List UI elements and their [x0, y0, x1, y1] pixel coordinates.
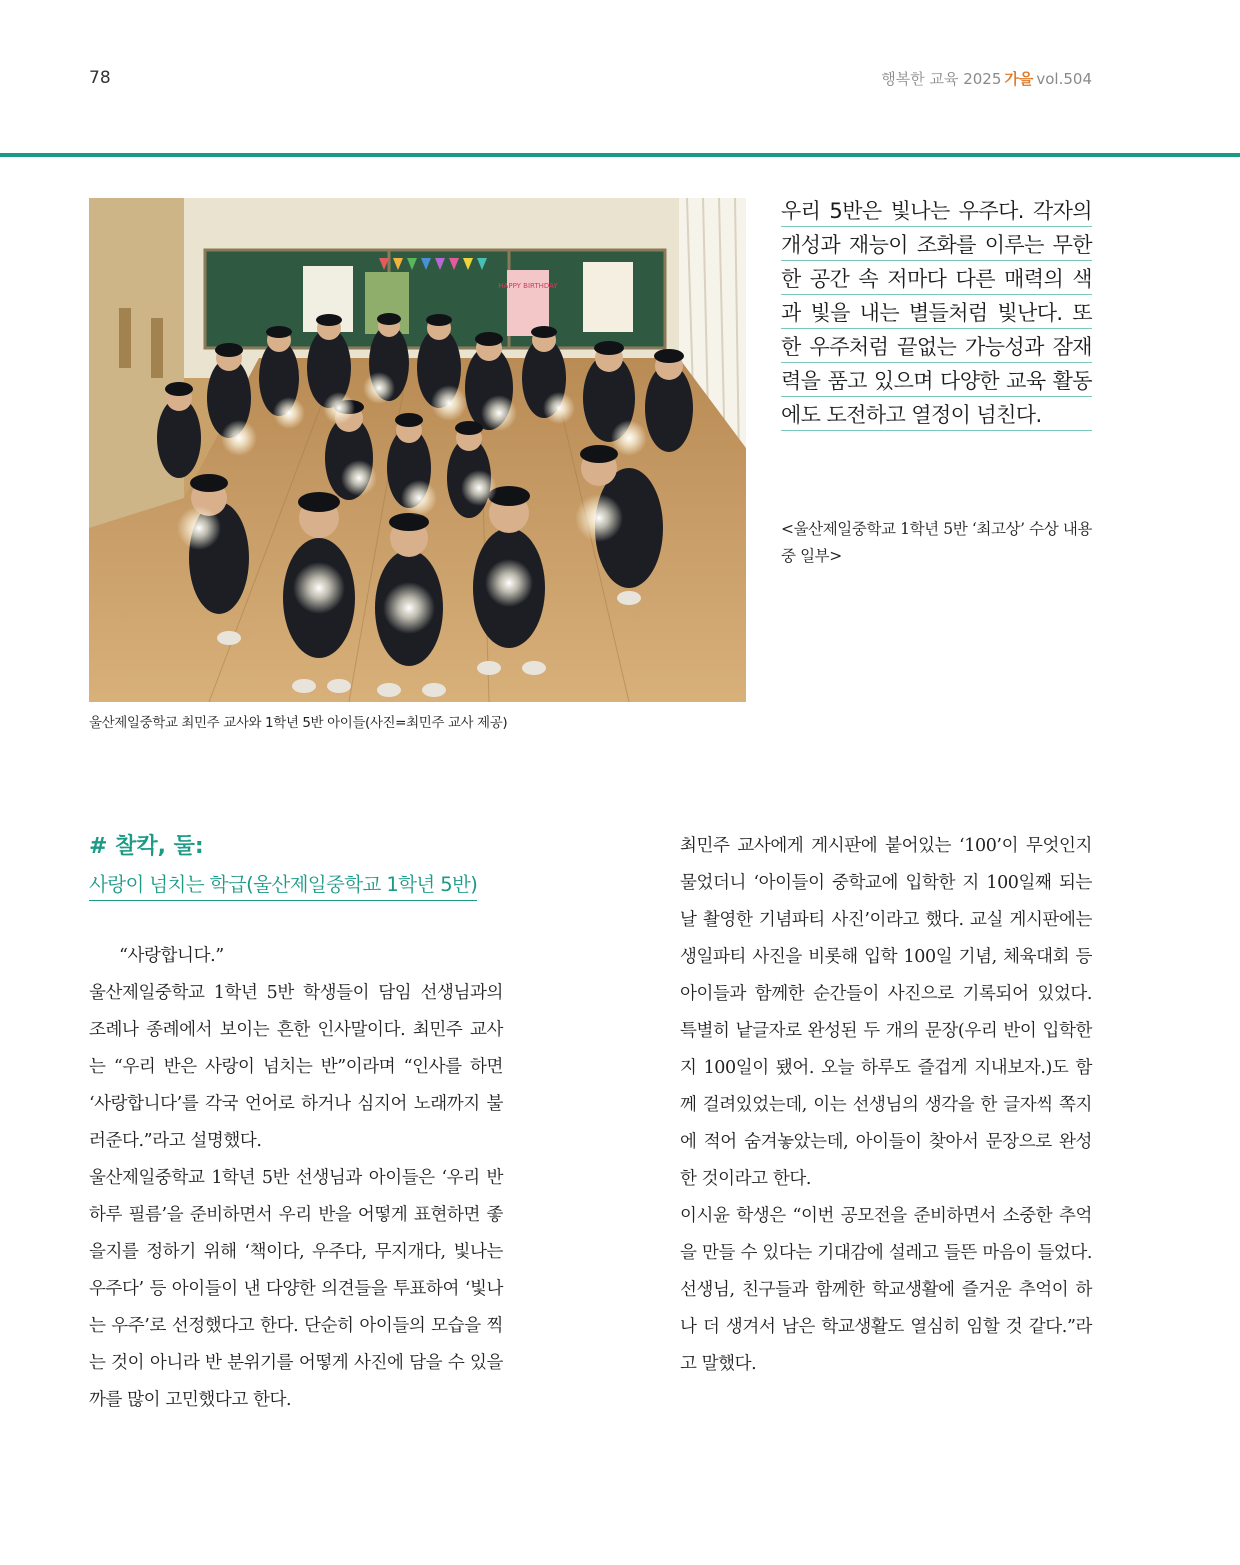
magazine-name: 행복한 교육 2025	[881, 70, 1002, 88]
body-paragraph: 최민주 교사에게 게시판에 붙어있는 ‘100’이 무엇인지 물었더니 ‘아이들이 중학교에 입학한 지 100일째 되는 날 촬영한 기념파티 사진’이라고 했다. 교실 게시판에는 생일파티 사진을 비롯해 입학 100일 기념, 체육대회 등 아이들과 함께한 순간들이 사진으로 기록되어 있었다. 특별히 낱글자로 완성된 두 개의 문장(우리 반이 입학한 지 100일이 됐어. 오늘 하루도 즐겁게 지내보자.)도 함께 걸려있었는데, 이는 선생님의 생각을 한 글자씩 쪽지에 적어 숨겨놓았는데, 아이들이 찾아서 문장으로 완성한 것이라고 한다.	[680, 836, 1092, 1189]
body-paragraph: 울산제일중학교 1학년 5반 학생들이 담임 선생님과의 조례나 종례에서 보이는 흔한 인사말이다. 최민주 교사는 “우리 반은 사랑이 넘치는 반”이라며 “인사를 하면 ‘사랑합니다’를 각국 언어로 하거나 심지어 노래까지 불러준다.”라고 설명했다.	[89, 983, 503, 1151]
birthday-poster-text: HAPPY BIRTHDAY	[498, 282, 558, 290]
class-photo	[89, 198, 746, 702]
body-left-column	[89, 938, 503, 1419]
body-paragraph: 이시윤 학생은 “이번 공모전을 준비하면서 소중한 추억을 만들 수 있다는 기대감에 설레고 들뜬 마음이 들었다. 선생님, 친구들과 함께한 학교생활에 즐거운 추억이 하나 더 생겨서 남은 학교생활도 열심히 임할 것 같다.”라고 말했다.	[680, 1206, 1092, 1374]
photo-caption: 울산제일중학교 최민주 교사와 1학년 5반 아이들(사진=최민주 교사 제공)	[89, 715, 508, 731]
season-label: 가을	[1004, 70, 1034, 88]
quote-source: <울산제일중학교 1학년 5반 ‘최고상’ 수상 내용 중 일부>	[781, 520, 1092, 565]
page-number: 78	[89, 68, 111, 88]
body-right-column	[680, 828, 1092, 1383]
pull-quote: 우리 5반은 빛나는 우주다. 각자의 개성과 재능이 조화를 이루는 무한한 공간 속 저마다 다른 매력의 색과 빛을 내는 별들처럼 빛난다. 또한 우주처럼 끝없는 가능성과 잠재력을 품고 있으며 다양한 교육 활동에도 도전하고 열정이 넘친다.	[781, 194, 1092, 432]
header-rule	[0, 153, 1240, 157]
volume-label: vol.504	[1036, 70, 1092, 88]
running-header	[881, 68, 1092, 89]
section-title: 사랑이 넘치는 학급(울산제일중학교 1학년 5반)	[89, 869, 477, 901]
body-paragraph: “사랑합니다.”	[119, 946, 224, 966]
section-hashtag: # 찰칵, 둘:	[89, 834, 204, 859]
body-paragraph: 울산제일중학교 1학년 5반 선생님과 아이들은 ‘우리 반 하루 필름’을 준비하면서 우리 반을 어떻게 표현하면 좋을지를 정하기 위해 ‘책이다, 우주다, 무지개다, 빛나는 우주다’ 등 아이들이 낸 다양한 의견들을 투표하여 ‘빛나는 우주’로 선정했다고 한다. 단순히 아이들의 모습을 찍는 것이 아니라 반 분위기를 어떻게 사진에 담을 수 있을까를 많이 고민했다고 한다.	[89, 1168, 503, 1410]
class-photo-illustration	[89, 198, 746, 702]
